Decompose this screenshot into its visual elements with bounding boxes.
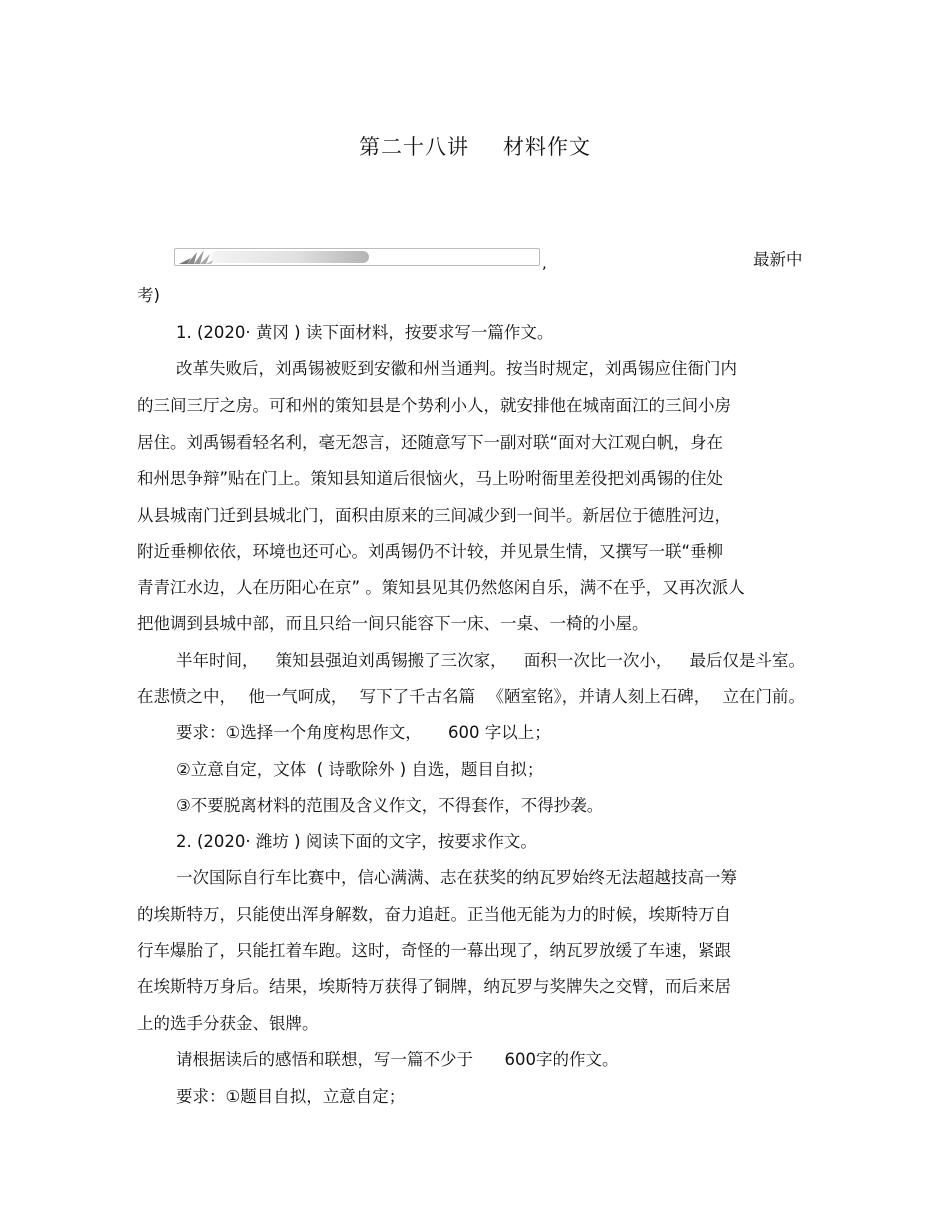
banner-comma: , (542, 254, 547, 272)
q1-p2-segment: 策知县强迫刘禹锡搬了三次家， (275, 651, 507, 670)
q2-material-line: 在埃斯特万身后。结果，埃斯特万获得了铜牌，纳瓦罗与奖牌失之交臂，而后来居 (137, 977, 731, 996)
title-topic: 材料作文 (503, 135, 591, 159)
q1-paragraph2-line (137, 687, 805, 707)
q1-p2-segment: 半年时间， (176, 651, 259, 670)
q2-heading: 2. (2020· 潍坊 ) 阅读下面的文字，按要求作文。 (176, 832, 537, 851)
q2-material-line: 一次国际自行车比赛中，信心满满、志在获奖的纳瓦罗始终无法超越技高一筹 (176, 868, 737, 887)
q1-material-line: 从县城南门迁到县城北门，面积由原来的三间减少到一间半。新居位于德胜河边， (137, 506, 731, 525)
q1-heading: 1. (2020· 黄冈 ) 读下面材料，按要求写一篇作文。 (176, 323, 554, 342)
q1-p2-segment: 《陋室铭》，并请人刻上石碑， (487, 687, 711, 706)
q2-prompt: 请根据读后的感悟和联想，写一篇不少于 600字的作文。 (176, 1050, 619, 1069)
q1-material-line: 改革失败后，刘禹锡被贬到安徽和州当通判。按当时规定，刘禹锡应住衙门内 (176, 359, 737, 378)
q1-requirement: 要求：①选择一个角度构思作文， 600 字以上； (176, 723, 551, 742)
title-lecture-number: 第二十八讲 (359, 135, 469, 159)
q1-p2-segment: 写下了千古名篇 (359, 687, 476, 706)
q1-p2-segment: 立在门前。 (722, 687, 805, 706)
q1-p2-segment: 面积一次比一次小， (523, 651, 673, 670)
q1-p2-segment: 最后仅是斗室。 (689, 651, 805, 670)
section-banner (174, 248, 540, 266)
q1-material-line: 的三间三厅之房。可和州的策知县是个势利小人，就安排他在城南面江的三间小房 (137, 396, 731, 415)
page-title (0, 131, 950, 161)
q1-material-line: 附近垂柳依依，环境也还可心。刘禹锡仍不计较，并见景生情，又撰写一联“垂柳 (137, 542, 724, 561)
q1-material-line: 和州思争辩”贴在门上。策知县知道后很恼火，马上吩咐衙里差役把刘禹锡的住处 (137, 469, 724, 488)
q2-material-line: 的埃斯特万，只能使出浑身解数，奋力追赶。正当他无能为力的时候，埃斯特万自 (137, 905, 731, 924)
q1-paragraph2-line (176, 651, 805, 671)
q1-material-line: 把他调到县城中部，而且只给一间只能容下一床、一桌、一椅的小屋。 (137, 614, 649, 633)
q1-requirement: ③不要脱离材料的范围及含义作文，不得套作，不得抄袭。 (176, 796, 604, 815)
q1-p2-segment: 在悲愤之中， (137, 687, 236, 706)
banner-label: 最新中 (753, 250, 803, 269)
q2-material-line: 上的选手分获金、银牌。 (137, 1014, 319, 1033)
q1-requirement: ②立意自定，文体 ( 诗歌除外 ) 自选，题目自拟； (176, 760, 544, 779)
q2-material-line: 行车爆胎了，只能扛着车跑。这时，奇怪的一幕出现了，纳瓦罗放缓了车速，紧跟 (137, 941, 731, 960)
banner-pill (211, 251, 369, 263)
q1-material-line: 居住。刘禹锡看轻名利，毫无怨言，还随意写下一副对联“面对大江观白帆，身在 (137, 433, 724, 452)
q1-material-line: 青青江水边，人在历阳心在京” 。策知县见其仍然悠闲自乐，满不在乎，又再次派人 (137, 578, 745, 597)
q1-p2-segment: 他一气呵成， (248, 687, 348, 706)
q2-requirement: 要求：①题目自拟，立意自定； (176, 1087, 406, 1106)
banner-label-continuation: 考) (137, 286, 160, 305)
